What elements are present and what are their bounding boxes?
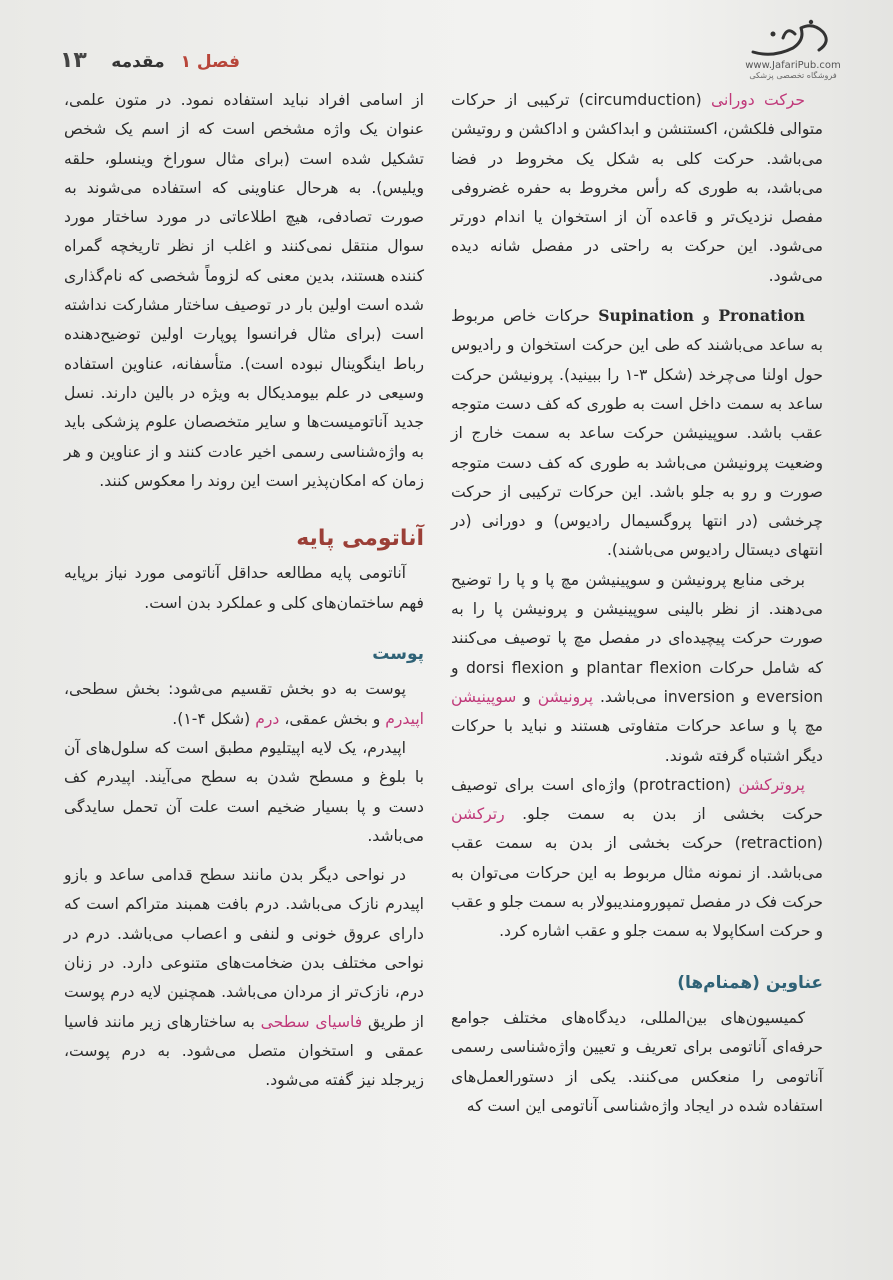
right-column [451,86,823,1121]
chapter-label: فصل ۱ [180,52,240,72]
paragraph-text: مچ پا و ساعد حرکات متفاوتی هستند و نباید با حرکات دیگر اشتباه گرفته شوند. [451,717,823,765]
paragraph-epidermis [64,734,424,851]
term-highlight: سوپینیشن [451,687,517,706]
term-highlight: اپیدرم [385,709,424,728]
paragraph-text: از اسامی افراد نباید استفاده نمود. در متون علمی، عنوان یک واژه مشخص است که از اسم یک شخص تشکیل شده است (برای مثال سوراخ وینسلو، حلقه ویلیس). به هرحال عناوینی که استفاده می‌شوند به صورت تصادفی، هیچ اطلاعاتی در مورد ساختار مورد سوال منتقل نمی‌کنند و اغلب از نظر تاریخچه گمراه کننده هستند، بدین معنی که لزوماً شخصی که نام‌گذاری شده است اولین بار در توصیف ساختار مشارکت نداشته است (برای مثال فرانسوا پوپارت اولین توضیح‌دهنده رباط اینگوینال نبوده است). متأسفانه، عناوین استفاده وسیعی در علم بیومدیکال به ویژه در بالین دارند. نسل جدید آناتومیست‌ها و سایر متخصصان علوم پزشکی باید به واژه‌شناسی رسمی اخیر عادت کنند و از عناوین و هر زمان که امکان‌پذیر است این روند را معکوس کنند. [64,91,424,490]
term-pronation: Pronation [718,306,805,326]
left-column [64,86,424,1096]
paragraph-text: کمیسیون‌های بین‌المللی، دیدگاه‌های مختلف جوامع حرفه‌ای آناتومی برای تعریف و تعیین واژه‌شناسی رسمی آناتومی را منعکس می‌کنند. یکی از دستورالعمل‌های استفاده شده در ایجاد واژه‌شناسی آناتومی این است که [451,1008,823,1115]
paragraph-text: (retraction) حرکت بخشی از بدن به سمت عقب می‌باشد. از نمونه مثال مربوط به این حرکات می‌توان به حرکت فک در مفصل تمپورومندیبولار به سمت جلو و عقب و حرکت اسکاپولا به سمت جلو و عقب اشاره کرد. [451,834,823,941]
heading-skin: پوست [372,644,424,665]
paragraph-text: و بخش عمقی، [279,709,386,728]
paragraph-protraction [451,771,823,947]
page-number: ۱۳ [60,48,87,73]
logo-calligraphy-icon [743,18,843,62]
paragraph-text: در نواحی دیگر بدن مانند سطح قدامی ساعد و بازو اپیدرم نازک می‌باشد. درم بافت همبند متراکم است که دارای عروق خونی و لنفی و اعصاب می‌باشد. درم در نواحی مختلف بدن ضخامت‌های متنوعی دارد. در زنان درم، نازک‌تر از مردان می‌باشد. همچنین لایه درم پوست از طریق [64,866,424,1031]
paragraph-dermis [64,861,424,1095]
heading-eponyms: عناوین (همنام‌ها) [677,972,823,993]
logo-url: www.JafariPub.com [745,60,841,71]
term-highlight: پرونیشن [537,687,594,706]
paragraph-text: آناتومی پایه مطالعه حداقل آناتومی مورد نیاز برپایه فهم ساختمان‌های کلی و عملکرد بدن است. [64,564,424,612]
paragraph-foot [451,566,823,771]
paragraph-text: (protraction) واژه‌ای است برای توصیف حرکت بخشی از بدن به سمت جلو. [451,775,823,824]
paragraph-text: به ساختارهای زیر مانند فاسیا عمقی و استخوان متصل می‌شود. به درم پوست، زیرجلد نیز گفته می‌شود. [64,1012,424,1090]
conjunction: و [516,687,538,706]
paragraph-eponyms-continued [64,86,424,496]
term-highlight: رترکشن [451,805,505,824]
term-highlight: فاسیای سطحی [260,1012,363,1031]
paragraph-basic-anatomy [64,559,424,618]
term-highlight: پروترکشن [738,775,805,794]
paragraph-text: (شکل ۴-۱). [172,709,256,728]
logo-subtitle: فروشگاه تخصصی پزشکی [749,71,837,80]
paragraph-text: برخی منابع پرونیشن و سوپینیشن مچ پا و پا را توضیح می‌دهند. از نظر بالینی سوپینیشن و پرونیشن پا را به صورت حرکت پیچیده‌ای در مفصل مچ پا توصیف می‌کنند که شامل حرکات plantar flexion و dorsi flexion و eversion و inversion می‌باشد. [451,570,823,706]
paragraph-skin [64,675,424,734]
paragraph-text: حرکات خاص مربوط به ساعد می‌باشند که طی این حرکت استخوان و رادیوس حول اولنا می‌چرخد (شکل ۳-۱ را ببینید). پرونیشن حرکت ساعد به سمت داخل است به طوری که کف دست متوجه عقب باشد. سوپینیشن حرکت ساعد به سمت خارج از وضعیت پرونیشن می‌باشد به طوری که کف دست متوجه صورت و رو به جلو باشد. این حرکات ترکیبی از حرکت چرخشی (در انتها پروگسیمال رادیوس) و دورانی (در انتهای دیستال رادیوس می‌باشند). [451,307,823,560]
paragraph-text: (circumduction) ترکیبی از حرکات متوالی فلکشن، اکستنشن و ابداکشن و اداکشن و روتیشن می‌باشد. حرکت کلی به شکل یک مخروط در فضا می‌باشد، به طوری که رأس مخروط به حفره غضروفی مفصل نزدیک‌تر و قاعده آن از استخوان یا اندام دورتر می‌شود. این حرکت به راحتی در مفصل شانه دیده می‌شود. [451,91,823,285]
paragraph-text: اپیدرم، یک لایه اپیتلیوم مطبق است که سلول‌های آن با بلوغ و مسطح شدن به سطح می‌آیند. اپیدرم کف دست و پا بسیار ضخیم است علت آن تحمل سایدگی می‌باشد. [64,738,424,845]
term-highlight: درم [255,709,280,728]
term-highlight: حرکت دورانی [711,91,805,109]
chapter-title: مقدمه [111,52,165,72]
heading-basic-anatomy: آناتومی پایه [296,526,424,552]
paragraph-text: پوست به دو بخش تقسیم می‌شود: بخش سطحی، [64,680,406,699]
conjunction: و [694,307,719,326]
running-header [60,48,240,73]
term-supination: Supination [598,306,695,326]
paragraph-circumduction [451,86,823,291]
publisher-logo [733,18,853,88]
paragraph-eponyms [451,1004,823,1121]
paragraph-pronation [451,301,823,566]
